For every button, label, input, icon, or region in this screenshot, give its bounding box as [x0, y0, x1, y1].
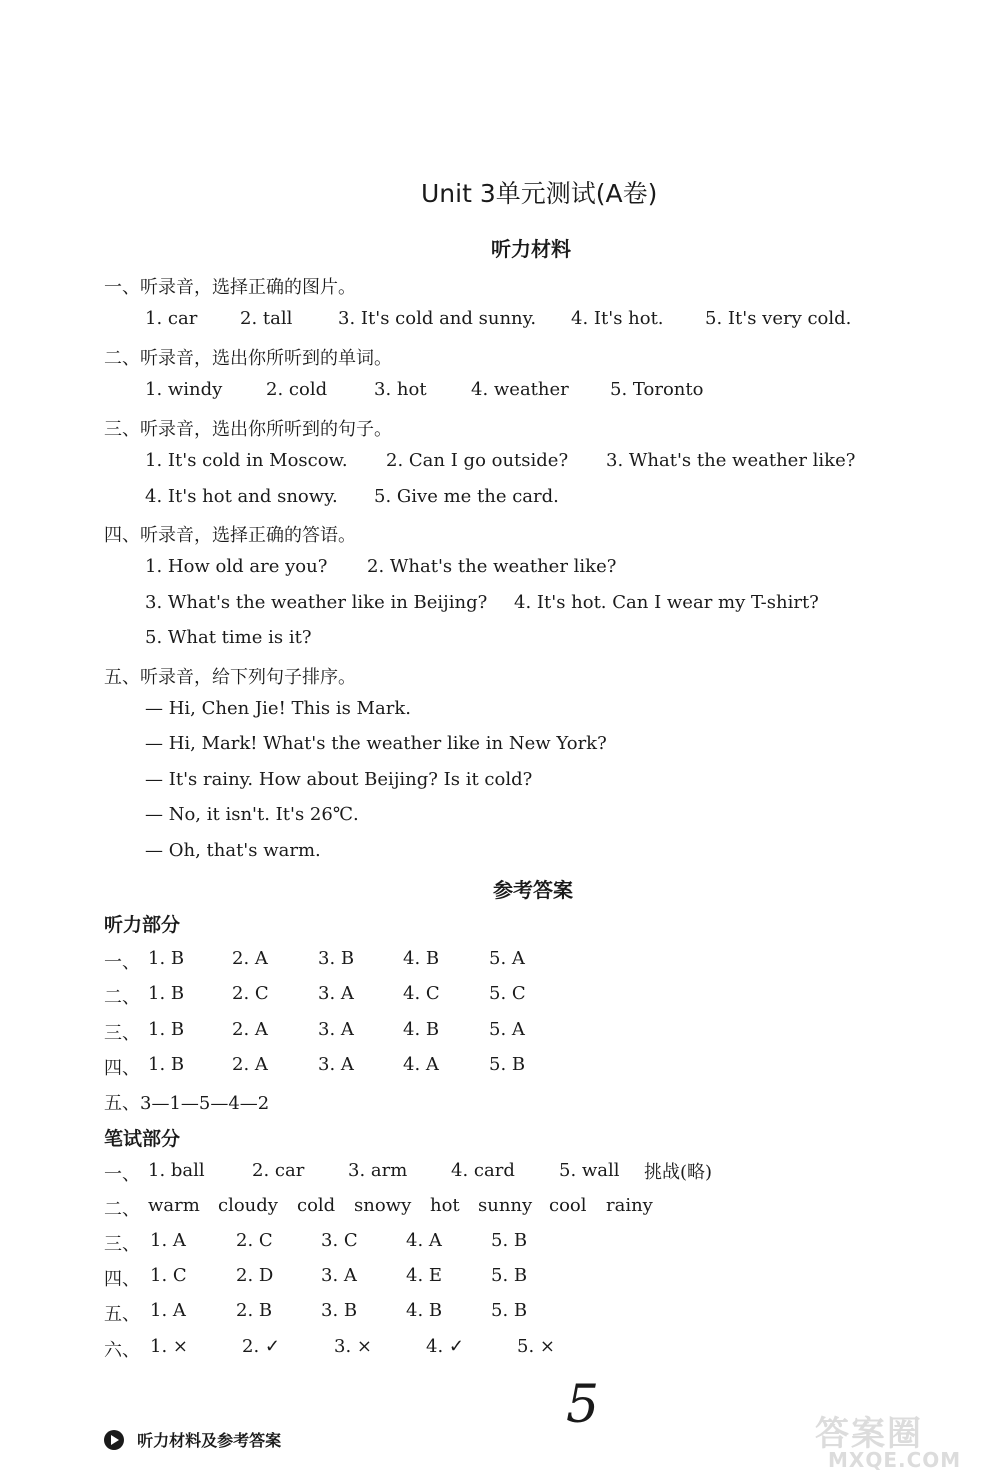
- section-3-label: 三、听录音，选出你所听到的句子。: [104, 419, 392, 440]
- section-2-item: 4. weather: [471, 379, 569, 400]
- answer-item: 5. B: [491, 1230, 528, 1251]
- section-5-label: 五、听录音，给下列句子排序。: [104, 667, 356, 688]
- section-3-item: 4. It's hot and snowy.: [145, 486, 338, 507]
- answer-item: 4. card: [451, 1160, 515, 1181]
- answer-item: rainy: [606, 1195, 653, 1216]
- answer-item: 3. A: [318, 1019, 354, 1040]
- answer-item: 1. ball: [148, 1160, 205, 1181]
- answer-item: 4. B: [403, 1019, 440, 1040]
- answer-item: 4. A: [406, 1230, 442, 1251]
- answer-item: 4. C: [403, 983, 440, 1004]
- answer-item: cool: [549, 1195, 587, 1216]
- section-2-label: 二、听录音，选出你所听到的单词。: [104, 348, 392, 369]
- section-4-item: 5. What time is it?: [145, 627, 312, 648]
- section-1-item: 4. It's hot.: [571, 308, 664, 329]
- section-2-item: 3. hot: [374, 379, 427, 400]
- answer-item: 2. D: [236, 1265, 274, 1286]
- section-3-item: 5. Give me the card.: [374, 486, 559, 507]
- section-3-item: 3. What's the weather like?: [606, 450, 856, 471]
- answer-prefix: 三、: [104, 1234, 140, 1255]
- answer-item: 4. B: [406, 1300, 443, 1321]
- answer-prefix: 三、: [104, 1023, 140, 1044]
- answer-item: 1. A: [150, 1300, 186, 1321]
- answer-item: 1. B: [148, 1054, 185, 1075]
- listening-heading: 听力材料: [491, 237, 571, 261]
- answer-item: 5. A: [489, 1019, 525, 1040]
- answer-item: sunny: [478, 1195, 533, 1216]
- written-part-label: 笔试部分: [104, 1128, 181, 1150]
- answer-item: 3. C: [321, 1230, 358, 1251]
- section-2-item: 1. windy: [145, 379, 223, 400]
- answer-item: 3. ×: [334, 1336, 372, 1357]
- answer-item: hot: [430, 1195, 460, 1216]
- arrow-right-icon: [104, 1430, 124, 1450]
- section-1-item: 5. It's very cold.: [705, 308, 852, 329]
- answer-item: 2. A: [232, 948, 268, 969]
- watermark-url: MXQE.COM: [828, 1448, 962, 1472]
- section-1-item: 2. tall: [240, 308, 293, 329]
- listening-part-label: 听力部分: [104, 914, 181, 936]
- answer-item: 2. C: [232, 983, 269, 1004]
- answer-item: 3. B: [321, 1300, 358, 1321]
- section-1-label: 一、听录音，选择正确的图片。: [104, 277, 356, 298]
- section-1-item: 3. It's cold and sunny.: [338, 308, 537, 329]
- section-2-item: 5. Toronto: [610, 379, 704, 400]
- answer-prefix: 一、: [104, 1164, 140, 1185]
- answer-item: 5. B: [491, 1265, 528, 1286]
- answer-item: 5. A: [489, 948, 525, 969]
- dialogue-line: — No, it isn't. It's 26℃.: [145, 804, 359, 825]
- footer-label: 听力材料及参考答案: [137, 1431, 282, 1450]
- answer-prefix: 四、: [104, 1269, 140, 1290]
- answer-item: 2. car: [252, 1160, 305, 1181]
- section-3-item: 1. It's cold in Moscow.: [145, 450, 348, 471]
- answer-item: 4. ✓: [426, 1336, 464, 1357]
- footer: [104, 1428, 281, 1451]
- section-4-item: 1. How old are you?: [145, 556, 328, 577]
- answer-item: 3. A: [318, 1054, 354, 1075]
- answer-item: cold: [297, 1195, 336, 1216]
- answer-prefix: 一、: [104, 952, 140, 973]
- answer-item: 1. B: [148, 948, 185, 969]
- section-4-label: 四、听录音，选择正确的答语。: [104, 525, 356, 546]
- dialogue-line: — It's rainy. How about Beijing? Is it cold?: [145, 769, 533, 790]
- answers-heading: 参考答案: [493, 878, 573, 902]
- answer-prefix: 五、: [104, 1304, 140, 1325]
- answer-order: 五、3—1—5—4—2: [104, 1093, 270, 1114]
- answer-item: 2. C: [236, 1230, 273, 1251]
- answer-item: 5. wall: [559, 1160, 620, 1181]
- page-title: Unit 3单元测试(A卷): [421, 179, 658, 208]
- answer-prefix: 二、: [104, 1199, 140, 1220]
- section-4-item: 4. It's hot. Can I wear my T-shirt?: [514, 592, 819, 613]
- answer-item: 2. A: [232, 1054, 268, 1075]
- dialogue-line: — Oh, that's warm.: [145, 840, 321, 861]
- dialogue-line: — Hi, Mark! What's the weather like in New York?: [145, 733, 607, 754]
- answer-item: 5. B: [491, 1300, 528, 1321]
- answer-item: 4. E: [406, 1265, 443, 1286]
- section-4-item: 2. What's the weather like?: [367, 556, 617, 577]
- answer-prefix: 四、: [104, 1058, 140, 1079]
- answer-item: 3. B: [318, 948, 355, 969]
- answer-item: 1. C: [150, 1265, 187, 1286]
- answer-item: warm: [148, 1195, 200, 1216]
- answer-item: 挑战(略): [644, 1162, 713, 1183]
- answer-item: 3. A: [318, 983, 354, 1004]
- answer-item: 1. A: [150, 1230, 186, 1251]
- answer-item: 1. B: [148, 983, 185, 1004]
- answer-item: 5. B: [489, 1054, 526, 1075]
- answer-item: 3. A: [321, 1265, 357, 1286]
- page-number: 5: [566, 1375, 600, 1435]
- answer-item: snowy: [354, 1195, 412, 1216]
- answer-item: 4. A: [403, 1054, 439, 1075]
- section-2-item: 2. cold: [266, 379, 328, 400]
- answer-item: 4. B: [403, 948, 440, 969]
- dialogue-line: — Hi, Chen Jie! This is Mark.: [145, 698, 411, 719]
- answer-item: 3. arm: [348, 1160, 408, 1181]
- answer-item: 5. ×: [517, 1336, 555, 1357]
- answer-item: 1. ×: [150, 1336, 188, 1357]
- answer-item: 2. B: [236, 1300, 273, 1321]
- section-1-item: 1. car: [145, 308, 198, 329]
- section-4-item: 3. What's the weather like in Beijing?: [145, 592, 488, 613]
- watermark-logo: 答案圈: [815, 1414, 923, 1454]
- answer-item: 2. A: [232, 1019, 268, 1040]
- answer-prefix: 六、: [104, 1340, 140, 1361]
- answer-item: cloudy: [218, 1195, 278, 1216]
- answer-prefix: 二、: [104, 987, 140, 1008]
- answer-item: 1. B: [148, 1019, 185, 1040]
- answer-item: 2. ✓: [242, 1336, 280, 1357]
- section-3-item: 2. Can I go outside?: [386, 450, 569, 471]
- answer-item: 5. C: [489, 983, 526, 1004]
